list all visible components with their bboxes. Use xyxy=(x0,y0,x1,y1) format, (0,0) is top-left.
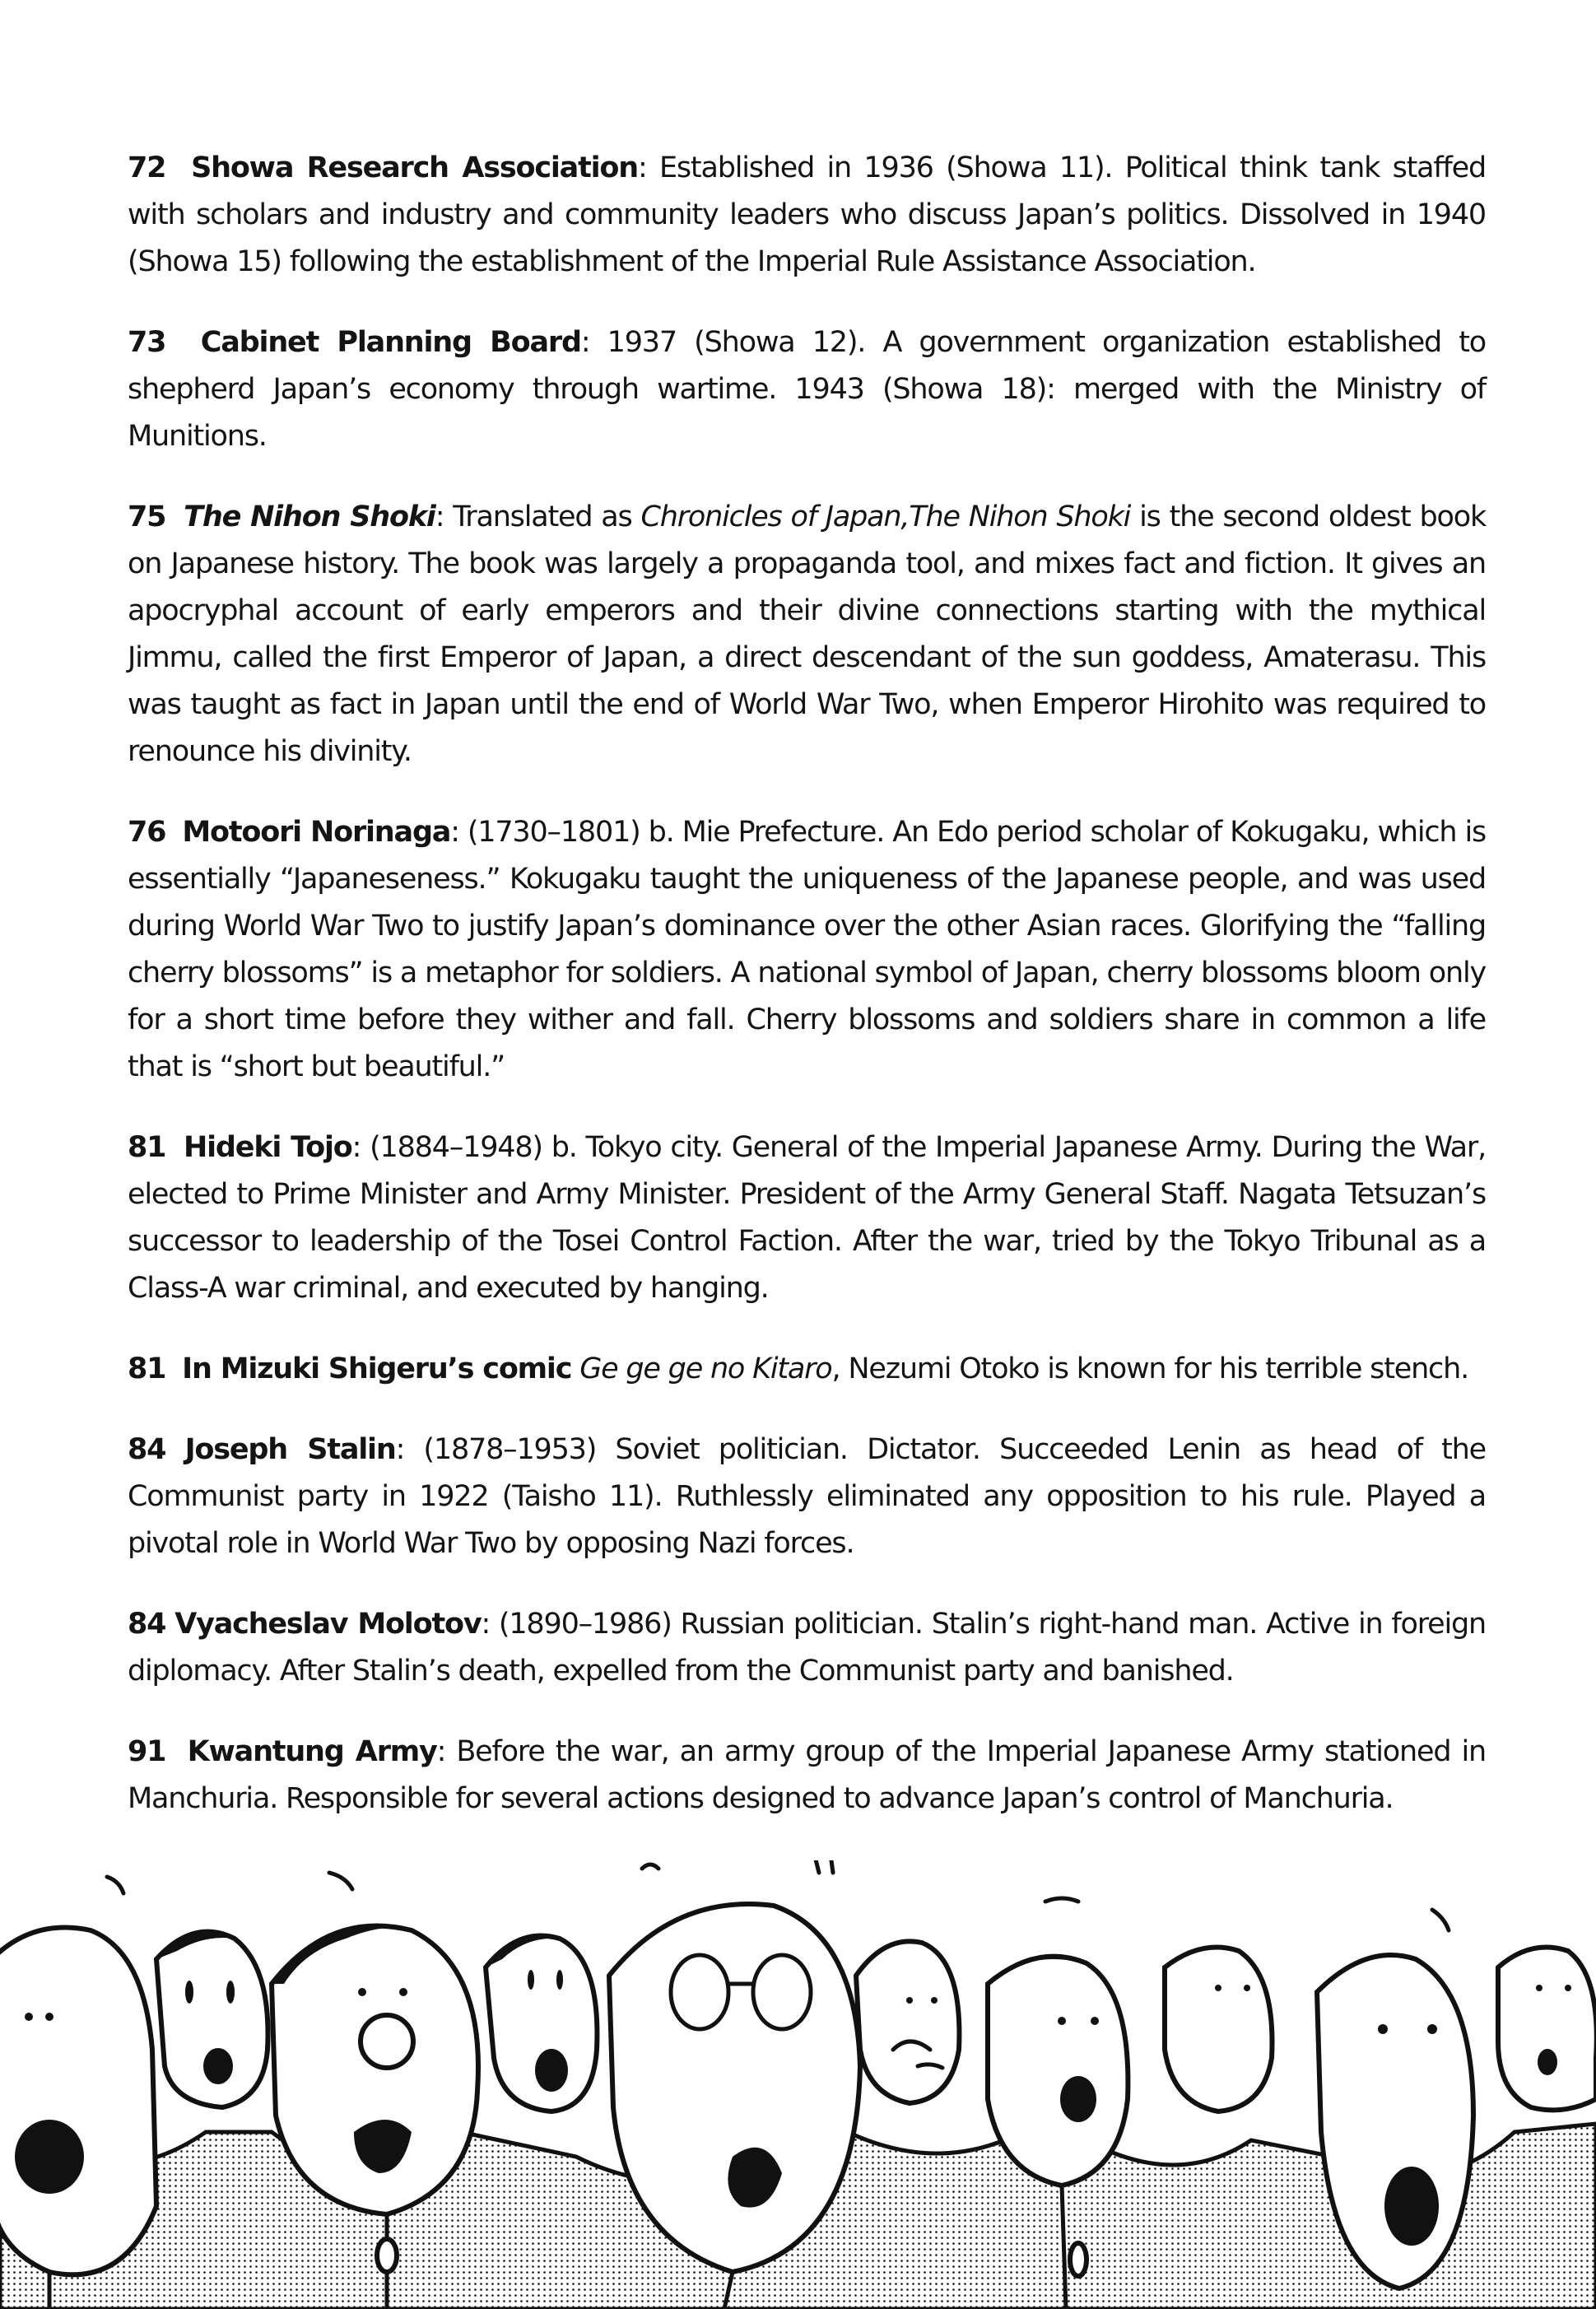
note-term: Vyacheslav Molotov xyxy=(174,1608,482,1641)
note-term: Motoori Norinaga xyxy=(182,816,451,849)
note-84-stalin xyxy=(128,1427,1486,1567)
note-number: 84 xyxy=(128,1433,166,1466)
note-body xyxy=(571,1352,579,1385)
note-number: 73 xyxy=(128,326,166,359)
glossary-notes xyxy=(128,145,1486,1856)
note-body: , Nezumi Otoko is known for his terrible stench. xyxy=(831,1352,1469,1385)
manga-crowd-illustration xyxy=(0,1860,1596,2309)
note-body-italic: Chronicles of Japan, xyxy=(640,500,910,533)
note-term: Hideki Tojo xyxy=(184,1131,352,1164)
note-number: 81 xyxy=(128,1131,166,1164)
note-term: In Mizuki Shigeru’s comic xyxy=(182,1352,572,1385)
note-75 xyxy=(128,494,1486,775)
note-number: 84 xyxy=(128,1608,166,1641)
note-body: : 1937 (Showa 12). A government organization established to shepherd Japan’s economy through wartime. 1943 (Showa 18): merged with the Ministry of Munitions. xyxy=(128,326,1487,453)
note-body: : (1730–1801) b. Mie Prefecture. An Edo period scholar of Kokugaku, which is essentially “Japaneseness.” Kokugaku taught the uniqueness of the Japanese people, and was used during World War Two to justify Japan’s dominance over the other Asian races. Glorifying the “falling cherry blossoms” is a metaphor for soldiers. A national symbol of Japan, cherry blossoms bloom only for a short time before they wither and fall. Cherry blossoms and soldiers share in common a life that is “short but beautiful.” xyxy=(128,816,1486,1083)
shocked-crowd-drawing xyxy=(0,1860,1596,2309)
note-term: Kwantung Army xyxy=(187,1735,437,1768)
note-body: : (1890–1986) Russian politician. Stalin’s right-hand man. Active in foreign diplomacy. After Stalin’s death, expelled from the Communist party and banished. xyxy=(128,1608,1486,1688)
note-term: Showa Research Association xyxy=(191,151,638,184)
note-number: 75 xyxy=(128,500,166,533)
note-72 xyxy=(128,145,1486,286)
note-body: : (1878–1953) Soviet politician. Dictator. Succeeded Lenin as head of the Communist party in 1922 (Taisho 11). Ruthlessly eliminated any opposition to his rule. Played a pivotal role in World War Two by opposing Nazi forces. xyxy=(128,1433,1486,1560)
note-number: 76 xyxy=(128,816,166,849)
note-body-italic: The Nihon Shoki xyxy=(909,500,1131,533)
note-73 xyxy=(128,319,1486,460)
note-term: Joseph Stalin xyxy=(184,1433,396,1466)
note-84-molotov xyxy=(128,1601,1486,1695)
note-body: is the second oldest book on Japanese history. The book was largely a propaganda tool, and mixes fact and fiction. It gives an apocryphal account of early emperors and their divine connections starting with the mythical Jimmu, called the first Emperor of Japan, a direct descendant of the sun goddess, Amaterasu. This was taught as fact in Japan until the end of World War Two, when Emperor Hirohito was required to renounce his divinity. xyxy=(128,500,1487,768)
note-body: : Before the war, an army group of the Imperial Japanese Army stationed in Manchuria. Responsible for several actions designed to advance Japan’s control of Manchuria. xyxy=(128,1735,1486,1815)
note-term: Cabinet Planning Board xyxy=(200,326,581,359)
note-term: The Nihon Shoki xyxy=(184,500,435,533)
note-81-mizuki xyxy=(128,1346,1486,1393)
note-body: : (1884–1948) b. Tokyo city. General of the Imperial Japanese Army. During the War, elected to Prime Minister and Army Minister. President of the Army General Staff. Nagata Tetsuzan’s successor to leadership of the Tosei Control Faction. After the war, tried by the Tokyo Tribunal as a Class-A war criminal, and executed by hanging. xyxy=(128,1131,1486,1305)
note-number: 91 xyxy=(128,1735,166,1768)
note-body-italic: Ge ge ge no Kitaro xyxy=(579,1352,832,1385)
note-91 xyxy=(128,1729,1486,1823)
note-76 xyxy=(128,809,1486,1091)
note-number: 72 xyxy=(128,151,166,184)
note-body: : Established in 1936 (Showa 11). Political think tank staffed with scholars and industry and community leaders who discuss Japan’s politics. Dissolved in 1940 (Showa 15) following the establishment of the Imperial Rule Assistance Association. xyxy=(128,151,1487,278)
note-number: 81 xyxy=(128,1352,166,1385)
note-body: : Translated as xyxy=(435,500,641,533)
note-81-tojo xyxy=(128,1124,1486,1312)
